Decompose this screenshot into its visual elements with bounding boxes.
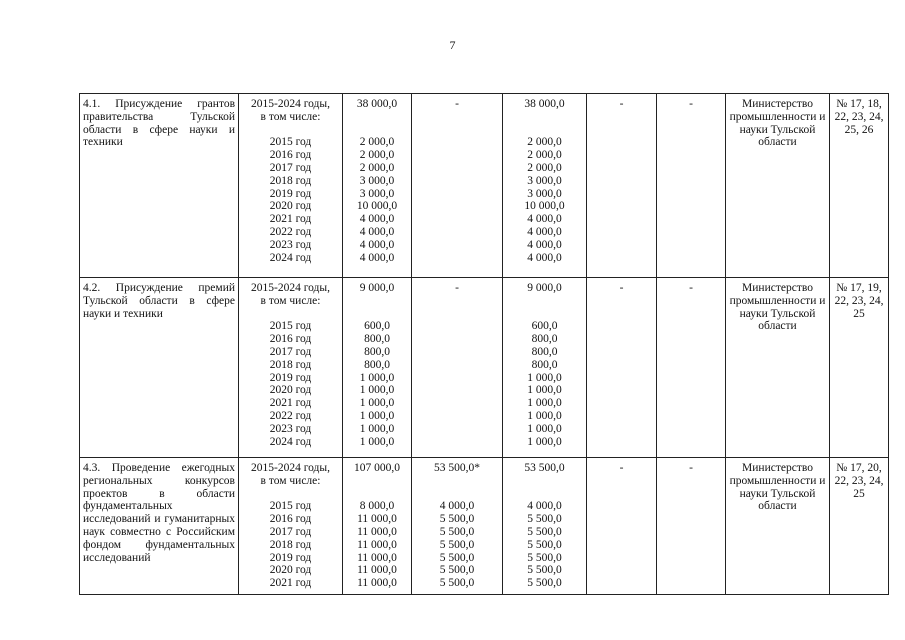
year-row-value: 4 000,0: [359, 225, 395, 238]
year-row-value: 4 000,0: [527, 225, 562, 238]
activity-name-cell: [80, 94, 239, 278]
year-row-value: 4 000,0: [359, 238, 395, 251]
year-row-value: 11 000,0: [357, 551, 397, 564]
period-sub: в том числе:: [260, 110, 321, 123]
year-row-value: 4 000,0: [527, 238, 562, 251]
year-row-value: 10 000,0: [356, 200, 398, 213]
year-row-value: 1 000,0: [527, 397, 562, 410]
indicator-numbers: № 17, 20, 22, 23, 24, 25: [834, 462, 884, 500]
year-row-value: 2017 год: [269, 161, 312, 174]
other-source-value: -: [689, 282, 693, 294]
total-value: 9 000,0: [359, 282, 395, 294]
year-row-value: 2022 год: [269, 225, 312, 238]
year-row-value: 2019 год: [269, 187, 312, 200]
total-years-list: [346, 320, 408, 448]
year-row-value: 5 500,0: [439, 513, 475, 526]
regional-years-list: [506, 500, 583, 590]
year-row-value: 600,0: [531, 320, 558, 333]
year-row-value: 2020 год: [269, 200, 312, 213]
regional-value: 53 500,0: [524, 462, 565, 474]
year-row-value: 1 000,0: [527, 435, 562, 448]
year-row-value: 2024 год: [269, 435, 312, 448]
other-source-cell: [657, 458, 726, 595]
executor-name: Министерство промышленности и науки Тульской области: [729, 98, 826, 149]
activity-name: 4.1. Присуждение грантов правительства Тульской области в сфере науки и техники: [83, 98, 235, 149]
year-row-value: 5 500,0: [527, 513, 562, 526]
table-row: [80, 458, 889, 595]
year-row-value: 2 000,0: [359, 136, 395, 149]
year-row-value: 8 000,0: [359, 500, 395, 513]
regional-years-list: [506, 136, 583, 264]
year-row-value: 4 000,0: [527, 251, 562, 264]
year-row-value: 3 000,0: [359, 174, 395, 187]
year-row-value: 11 000,0: [357, 577, 397, 590]
total-years-list: [346, 136, 408, 264]
year-row-value: 800,0: [364, 358, 390, 371]
year-row-value: 2019 год: [269, 551, 312, 564]
extra-source-value: -: [619, 462, 624, 474]
federal-years-list: [415, 500, 499, 590]
indicators-cell: [830, 458, 889, 595]
federal-cell: [412, 458, 503, 595]
year-row-value: 2020 год: [269, 384, 312, 397]
federal-cell: [412, 94, 503, 278]
year-row-value: 4 000,0: [527, 213, 562, 226]
year-row-value: 800,0: [364, 333, 390, 346]
total-cell: [343, 458, 412, 595]
year-row-value: 2 000,0: [527, 149, 562, 162]
period-sub: в том числе:: [260, 474, 321, 487]
activity-name-cell: [80, 278, 239, 458]
regional-cell: [503, 94, 587, 278]
years-list: [242, 500, 339, 590]
year-row-value: 800,0: [531, 358, 558, 371]
year-row-value: 1 000,0: [527, 384, 562, 397]
year-row-value: 11 000,0: [357, 513, 397, 526]
years-list: [242, 136, 339, 264]
period-head: 2015-2024 годы,: [250, 282, 330, 294]
year-row-value: 2024 год: [269, 251, 312, 264]
extra-source-cell: [587, 278, 657, 458]
year-row-value: 1 000,0: [359, 384, 395, 397]
year-row-value: 11 000,0: [357, 525, 397, 538]
indicator-numbers: № 17, 18, 22, 23, 24, 25, 26: [834, 98, 884, 136]
year-row-value: 2021 год: [269, 577, 312, 590]
year-row-value: 1 000,0: [359, 409, 395, 422]
year-row-value: 1 000,0: [527, 371, 562, 384]
year-row-value: 11 000,0: [357, 564, 397, 577]
year-row-value: 800,0: [531, 345, 558, 358]
year-row-value: 2 000,0: [527, 136, 562, 149]
table-body: [80, 94, 889, 595]
executor-name: Министерство промышленности и науки Тульской области: [729, 282, 826, 333]
year-row-value: 2 000,0: [527, 161, 562, 174]
period-cell: [239, 458, 343, 595]
year-row-value: 2018 год: [269, 538, 312, 551]
year-row-value: 10 000,0: [524, 200, 565, 213]
table-row: [80, 94, 889, 278]
year-row-value: 2022 год: [269, 409, 312, 422]
year-row-value: 5 500,0: [527, 525, 562, 538]
federal-value: -: [455, 282, 459, 294]
regional-value: 38 000,0: [524, 98, 565, 110]
period-sub: в том числе:: [260, 294, 321, 307]
year-row-value: 2021 год: [269, 213, 312, 226]
total-years-list: [346, 500, 408, 590]
year-row-value: 1 000,0: [527, 422, 562, 435]
year-row-value: 5 500,0: [439, 564, 475, 577]
year-row-value: 2019 год: [269, 371, 312, 384]
table-row: [80, 278, 889, 458]
years-list: [242, 320, 339, 448]
indicator-numbers: № 17, 19, 22, 23, 24, 25: [834, 282, 884, 320]
total-value: 107 000,0: [354, 462, 400, 474]
year-row-value: 2020 год: [269, 564, 312, 577]
year-row-value: 3 000,0: [359, 187, 395, 200]
executor-cell: [726, 458, 830, 595]
executor-cell: [726, 94, 830, 278]
year-row-value: 4 000,0: [359, 251, 395, 264]
year-row-value: 2016 год: [269, 333, 312, 346]
year-row-value: 4 000,0: [359, 213, 395, 226]
year-row-value: 800,0: [364, 345, 390, 358]
indicators-cell: [830, 94, 889, 278]
year-row-value: 5 500,0: [527, 551, 562, 564]
regional-years-list: [506, 320, 583, 448]
year-row-value: 5 500,0: [527, 577, 562, 590]
executor-cell: [726, 278, 830, 458]
year-row-value: 1 000,0: [359, 371, 395, 384]
year-row-value: 2015 год: [269, 500, 312, 513]
year-row-value: 2 000,0: [359, 149, 395, 162]
extra-source-value: -: [619, 98, 624, 110]
year-row-value: 2 000,0: [359, 161, 395, 174]
other-source-value: -: [689, 462, 693, 474]
year-row-value: 2016 год: [269, 513, 312, 526]
program-table: [79, 93, 889, 595]
year-row-value: 600,0: [364, 320, 390, 333]
other-source-value: -: [689, 98, 693, 110]
period-head: 2015-2024 годы,: [250, 462, 330, 474]
year-row-value: 2023 год: [269, 422, 312, 435]
year-row-value: 5 500,0: [439, 538, 475, 551]
year-row-value: 2015 год: [269, 320, 312, 333]
indicators-cell: [830, 278, 889, 458]
year-row-value: 2015 год: [269, 136, 312, 149]
year-row-value: 5 500,0: [439, 525, 475, 538]
total-cell: [343, 278, 412, 458]
year-row-value: 2023 год: [269, 238, 312, 251]
year-row-value: 5 500,0: [439, 551, 475, 564]
federal-value: -: [455, 98, 459, 110]
year-row-value: 2018 год: [269, 174, 312, 187]
total-cell: [343, 94, 412, 278]
extra-source-cell: [587, 458, 657, 595]
total-value: 38 000,0: [356, 98, 398, 110]
year-row-value: 1 000,0: [359, 397, 395, 410]
regional-cell: [503, 278, 587, 458]
year-row-value: 2017 год: [269, 525, 312, 538]
executor-name: Министерство промышленности и науки Тульской области: [729, 462, 826, 513]
year-row-value: 3 000,0: [527, 187, 562, 200]
year-row-value: 5 500,0: [527, 538, 562, 551]
year-row-value: 2016 год: [269, 149, 312, 162]
year-row-value: 5 500,0: [527, 564, 562, 577]
page-number: 7: [449, 38, 456, 52]
extra-source-cell: [587, 94, 657, 278]
other-source-cell: [657, 278, 726, 458]
year-row-value: 1 000,0: [359, 435, 395, 448]
year-row-value: 3 000,0: [527, 174, 562, 187]
period-cell: [239, 94, 343, 278]
regional-cell: [503, 458, 587, 595]
federal-cell: [412, 278, 503, 458]
activity-name-cell: [80, 458, 239, 595]
period-head: 2015-2024 годы,: [250, 98, 330, 110]
extra-source-value: -: [619, 282, 624, 294]
other-source-cell: [657, 94, 726, 278]
year-row-value: 2021 год: [269, 397, 312, 410]
year-row-value: 2018 год: [269, 358, 312, 371]
federal-value: 53 500,0*: [434, 462, 480, 474]
regional-value: 9 000,0: [527, 282, 562, 294]
activity-name: 4.3. Проведение ежегодных региональных конкурсов проектов в области фундаментальных исследований и гуманитарных наук совместно с Российским фондом фундаментальных исследований: [83, 462, 235, 564]
year-row-value: 4 000,0: [439, 500, 475, 513]
year-row-value: 800,0: [531, 333, 558, 346]
year-row-value: 1 000,0: [359, 422, 395, 435]
activity-name: 4.2. Присуждение премий Тульской области в сфере науки и техники: [83, 282, 235, 320]
year-row-value: 11 000,0: [357, 538, 397, 551]
period-cell: [239, 278, 343, 458]
year-row-value: 5 500,0: [439, 577, 475, 590]
year-row-value: 4 000,0: [527, 500, 562, 513]
year-row-value: 2017 год: [269, 345, 312, 358]
year-row-value: 1 000,0: [527, 409, 562, 422]
